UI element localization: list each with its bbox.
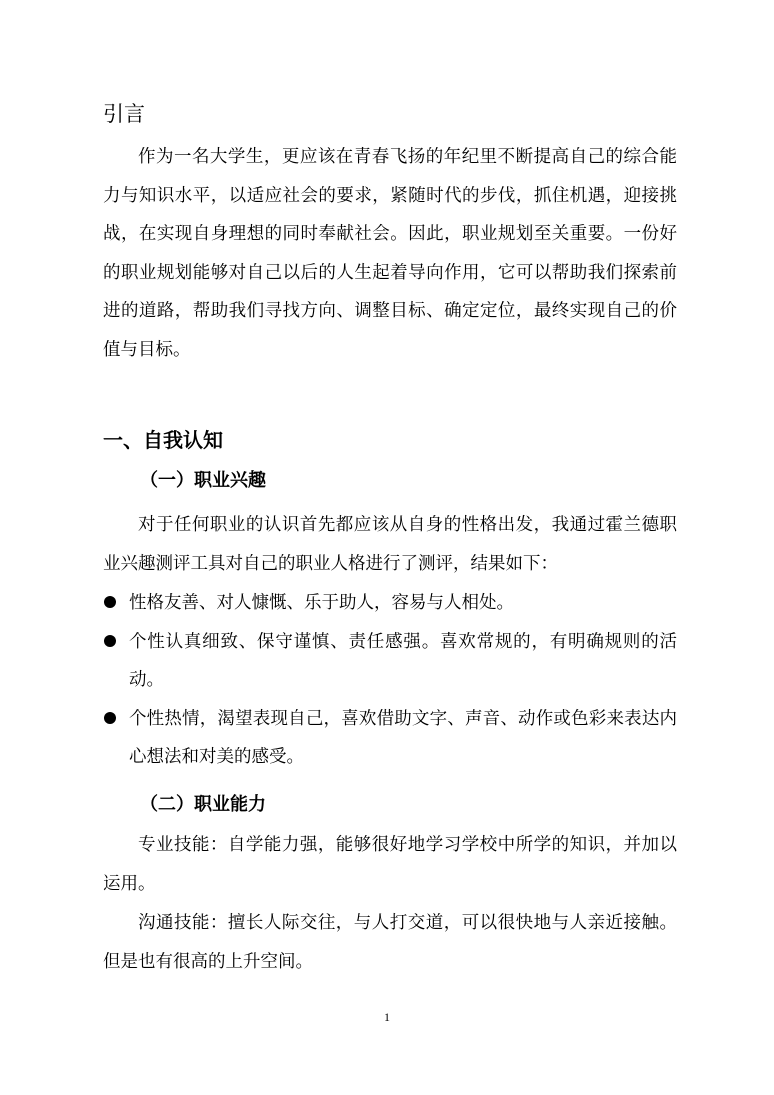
bullet-icon xyxy=(104,635,116,647)
list-item xyxy=(103,623,677,700)
subsection-ability-heading: （二）职业能力 xyxy=(140,794,266,815)
professional-skill-paragraph: 专业技能：自学能力强，能够很好地学习学校中所学的知识，并加以运用。 xyxy=(103,835,677,894)
page-number: 1 xyxy=(384,1010,390,1024)
intro-paragraph: 作为一名大学生，更应该在青春飞扬的年纪里不断提高自己的综合能力与知识水平，以适应社会的要求，紧随时代的步伐，抓住机遇，迎接挑战，在实现自身理想的同时奉献社会。因此，职业规划至关重要。一份好的职业规划能够对自己以后的人生起着导向作用，它可以帮助我们探索前进的道路，帮助我们寻找方向、调整目标、确定定位，最终实现自己的价值与目标。 xyxy=(103,147,677,360)
list-item-text: 个性热情，渴望表现自己，喜欢借助文字、声音、动作或色彩来表达内心想法和对美的感受。 xyxy=(129,708,677,767)
subsection-interest-heading: （一）职业兴趣 xyxy=(140,470,266,491)
interest-result-list xyxy=(103,584,677,777)
list-item-text: 个性认真细致、保守谨慎、责任感强。喜欢常规的，有明确规则的活动。 xyxy=(129,631,677,690)
interest-paragraph: 对于任何职业的认识首先都应该从自身的性格出发，我通过霍兰德职业兴趣测评工具对自己的职业人格进行了测评，结果如下： xyxy=(103,515,677,574)
communication-skill-paragraph: 沟通技能：擅长人际交往，与人打交道，可以很快地与人亲近接触。但是也有很高的上升空间。 xyxy=(103,913,677,972)
list-item xyxy=(103,700,677,777)
bullet-icon xyxy=(104,712,116,724)
list-item-text: 性格友善、对人慷慨、乐于助人，容易与人相处。 xyxy=(129,593,514,613)
intro-heading: 引言 xyxy=(103,102,145,126)
list-item xyxy=(103,584,677,623)
section-self-awareness-heading: 一、自我认知 xyxy=(103,428,223,452)
bullet-icon xyxy=(104,596,116,608)
